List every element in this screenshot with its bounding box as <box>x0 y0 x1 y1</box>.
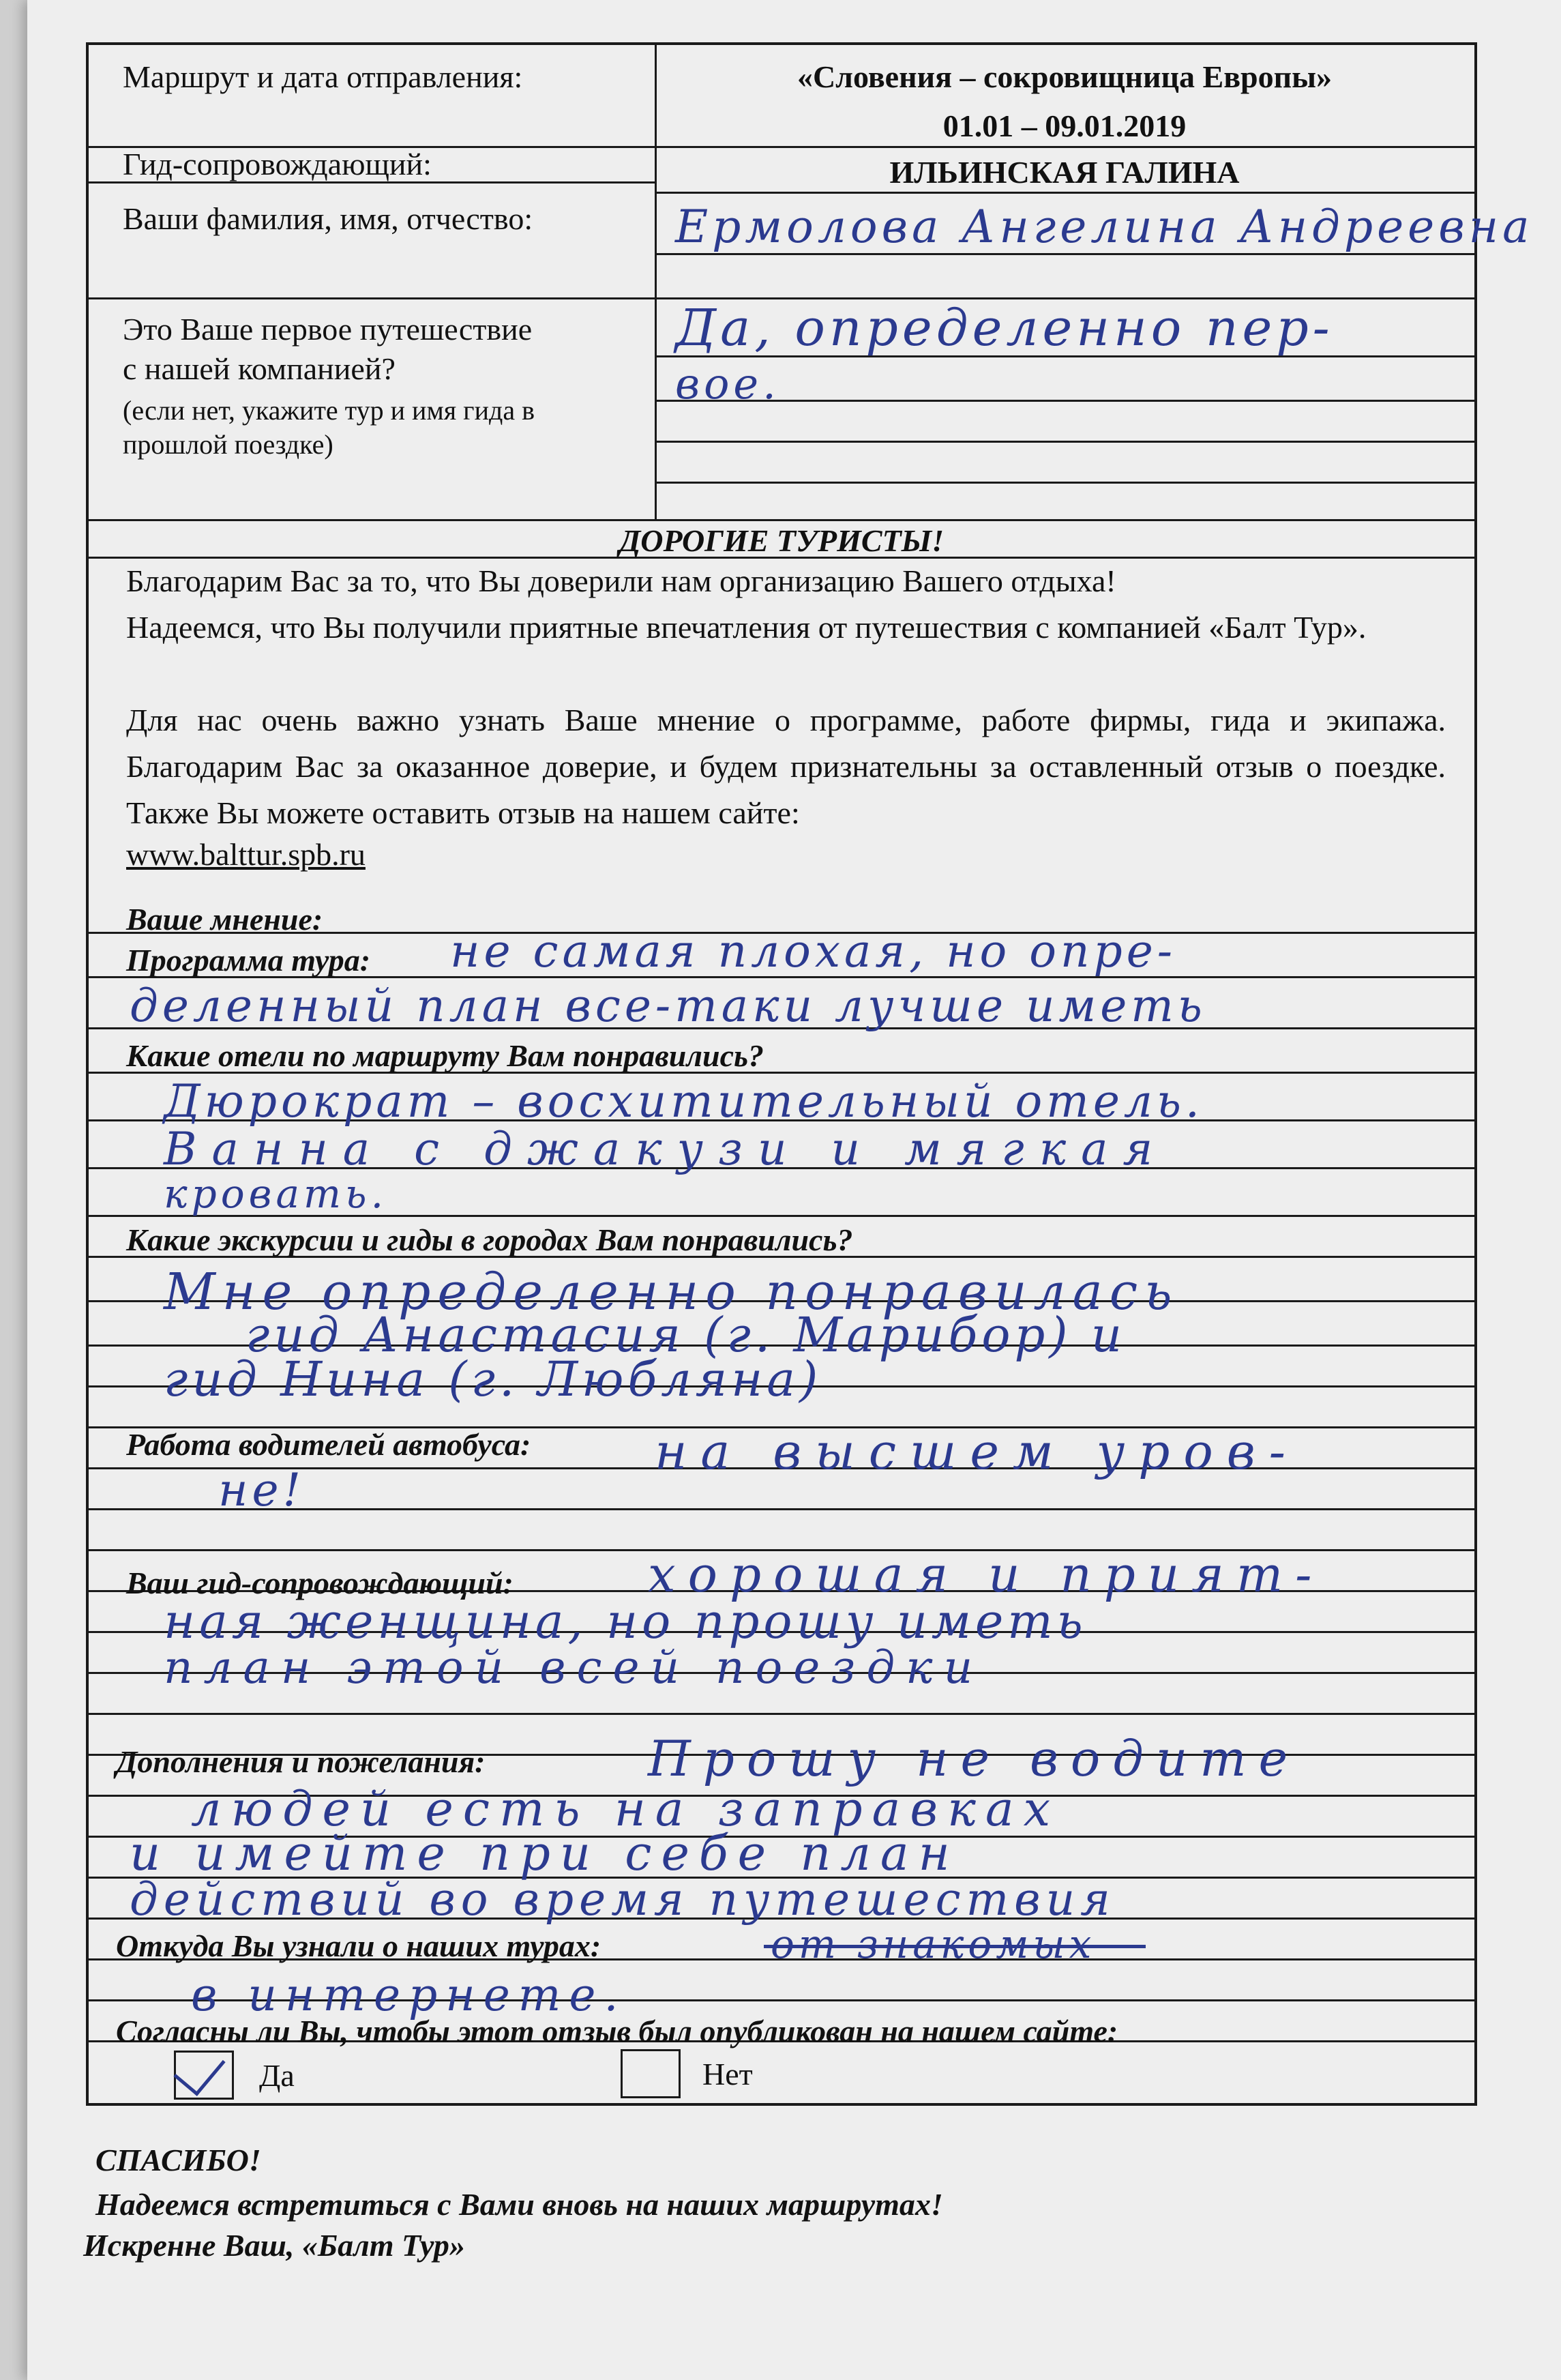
first-trip-answer[interactable]: Да, определенно пер- <box>675 299 1334 357</box>
drivers-answer[interactable]: на высшем уров- <box>655 1423 1299 1480</box>
feedback-form <box>86 42 1534 2106</box>
excursions-label: Какие экскурсии и гиды в городах Вам понравились? <box>126 1222 853 1257</box>
tour-dates: 01.01 – 09.01.2019 <box>942 108 1187 143</box>
source-label: Откуда Вы узнали о наших турах: <box>116 1928 601 1963</box>
opinion-title: Ваше мнение: <box>126 902 323 937</box>
no-label: Нет <box>702 2057 753 2091</box>
first-trip-label: Это Ваше первое путешествие <box>123 312 533 347</box>
first-trip-hint: (если нет, укажите тур и имя гида в <box>123 395 535 426</box>
check-mark-icon <box>173 2042 225 2096</box>
paper-sheet <box>27 0 1561 2380</box>
first-trip-answer[interactable]: вое. <box>675 359 780 409</box>
source-answer[interactable]: в интернете. <box>191 1969 627 2021</box>
no-checkbox[interactable] <box>621 2049 681 2098</box>
greeting-p2: Надеемся, что Вы получили приятные впечатления от путешествия с компанией «Балт Тур». <box>126 610 1367 645</box>
guide-answer[interactable]: хорошая и прият- <box>648 1546 1324 1603</box>
first-trip-hint: прошлой поездке) <box>123 429 333 460</box>
excursions-answer[interactable]: гид Анастасия (г. Марибор) и <box>246 1307 1126 1363</box>
program-answer[interactable]: не самая плохая, но опре- <box>450 925 1177 978</box>
excursions-answer[interactable]: Мне определенно понравилась <box>164 1263 1179 1321</box>
greeting-p1: Благодарим Вас за то, что Вы доверили нам организацию Вашего отдыха! <box>126 563 1116 598</box>
hotels-answer[interactable]: Дюрократ – восхитительный отель. <box>164 1075 1204 1128</box>
wishes-answer[interactable]: людей есть на заправках <box>191 1781 1060 1837</box>
guide-answer[interactable]: план этой всей поездки <box>164 1641 984 1694</box>
yes-label: Да <box>259 2058 295 2093</box>
route-label: Маршрут и дата отправления: <box>123 59 523 94</box>
row-line <box>655 253 1474 255</box>
drivers-label: Работа водителей автобуса: <box>126 1427 531 1462</box>
row-line <box>89 519 1474 521</box>
strikethrough <box>764 1945 1146 1948</box>
program-answer[interactable]: деленный план все-таки лучше иметь <box>130 980 1206 1032</box>
wishes-answer[interactable]: действий во время путешествия <box>130 1873 1116 1926</box>
hotels-answer[interactable]: Ванна с джакузи и мягкая <box>164 1123 1168 1175</box>
source-struck[interactable]: от знакомых <box>771 1921 1096 1967</box>
row-line <box>89 1713 1474 1715</box>
program-label: Программа тура: <box>126 943 371 978</box>
publish-label: Согласны ли Вы, чтобы этот отзыв был опубликован на нашем сайте: <box>116 2014 1118 2048</box>
fio-label: Ваши фамилия, имя, отчество: <box>123 201 533 236</box>
greeting-title: ДОРОГИЕ ТУРИСТЫ! <box>619 523 945 558</box>
drivers-answer[interactable]: не! <box>218 1464 306 1516</box>
footer-hope: Надеемся встретиться с Вами вновь на наших маршрутах! <box>95 2187 943 2222</box>
excursions-answer[interactable]: гид Нина (г. Любляна) <box>164 1351 822 1407</box>
guide-label: Гид-сопровождающий: <box>123 147 432 181</box>
wishes-answer[interactable]: Прошу не водите <box>648 1730 1300 1787</box>
greeting-p3: Для нас очень важно узнать Ваше мнение о программе, работе фирмы, гида и экипажа. Благодарим Вас за оказанное доверие, и будем признательны за оставленный отзыв о поездке. Также Вы можете оставить отзыв на нашем сайте: <box>126 703 1446 830</box>
row-line <box>655 441 1474 443</box>
footer-thanks: СПАСИБО! <box>95 2143 261 2177</box>
hotels-label: Какие отели по маршруту Вам понравились? <box>126 1038 764 1073</box>
guide-answer[interactable]: ная женщина, но прошу иметь <box>164 1593 1087 1649</box>
wishes-answer[interactable]: и имейте при себе план <box>130 1825 960 1881</box>
hotels-answer[interactable]: кровать. <box>164 1171 388 1217</box>
tour-name: «Словения – сокровищница Европы» <box>797 59 1333 94</box>
site-link[interactable]: www.balttur.spb.ru <box>126 837 366 872</box>
row-line <box>655 482 1474 484</box>
footer-sign: Искренне Ваш, «Балт Тур» <box>83 2228 465 2263</box>
row-line <box>655 192 1474 194</box>
yes-checkbox[interactable] <box>174 2051 234 2100</box>
guide-name: ИЛЬИНСКАЯ ГАЛИНА <box>889 155 1240 190</box>
first-trip-label: с нашей компанией? <box>123 351 396 386</box>
guide-opinion-label: Ваш гид-сопровождающий: <box>126 1566 514 1600</box>
wishes-label: Дополнения и пожелания: <box>116 1744 486 1779</box>
fio-value[interactable]: Ермолова Ангелина Андреевна <box>675 201 1534 253</box>
